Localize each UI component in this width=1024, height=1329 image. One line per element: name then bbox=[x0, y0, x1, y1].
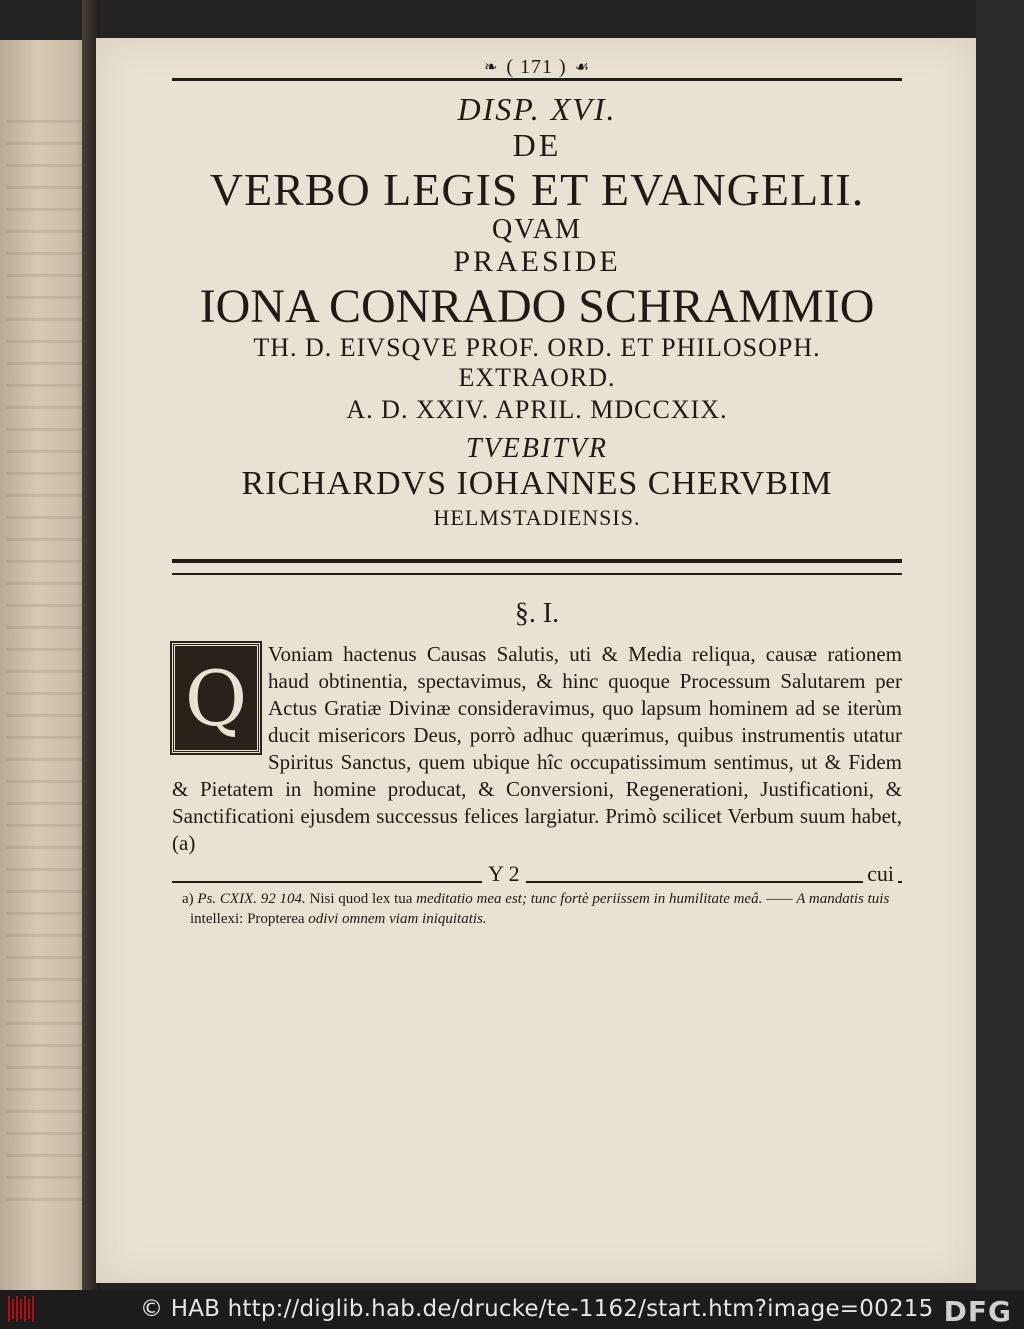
disputation-number: DISP. XVI. bbox=[457, 91, 617, 127]
book-page bbox=[96, 38, 976, 1283]
footnote bbox=[172, 889, 902, 929]
title-de: DE bbox=[512, 127, 562, 163]
page-number: ( 171 ) bbox=[506, 55, 567, 78]
disputation-date: A. D. XXIV. APRIL. MDCCXIX. bbox=[346, 395, 728, 424]
footnote-rule bbox=[172, 863, 902, 885]
signature-mark: Y 2 bbox=[482, 861, 526, 887]
body-paragraph bbox=[172, 641, 902, 857]
footnote-marker: a) bbox=[182, 891, 194, 907]
body-text: Voniam hactenus Causas Salutis, uti & Media reliqua, causæ rationem haud obtinentia, spectavimus, & hinc quoque Processum Salutarem per Actus Gratiæ Divinæ consideravimus, quo lapsum hominem ad se iterùm ducit misericors Deus, porrò adhuc quærimus, quibus instrumentis utatur Spiritus Sanctus, quem ubique hîc occupatissimum sentimus, ut & Fidem & Pietatem in homine producat, & Conversioni, Regenerationi, Justificationi, & Sanctificationi ejusdem successus felices largiatur. Primò scilicet Verbum suum habet, (a) bbox=[172, 642, 902, 855]
title-subject: VERBO LEGIS ET EVANGELII. bbox=[209, 164, 865, 215]
catchword: cui bbox=[863, 861, 898, 887]
footnote-text-4: intellexi: Propterea bbox=[190, 911, 305, 927]
page-content bbox=[172, 50, 902, 929]
footnote-text-1: Nisi quod lex tua bbox=[309, 891, 413, 907]
decorated-initial: Q bbox=[172, 643, 260, 753]
title-tuebitur: TVEBITVR bbox=[466, 433, 608, 464]
ornament-left-icon: ❧ bbox=[483, 59, 499, 76]
hab-logo-icon bbox=[8, 1296, 34, 1322]
title-praeside: PRAESIDE bbox=[453, 245, 621, 278]
praeses-titles: TH. D. EIVSQVE PROF. ORD. ET PHILOSOPH. bbox=[253, 333, 821, 362]
footnote-text-3: periissem in humilitate meâ. —— A mandatis tuis bbox=[592, 891, 890, 907]
footnote-text-5: odivi omnem viam iniquitatis. bbox=[308, 911, 487, 927]
previous-page-edge bbox=[0, 40, 95, 1290]
respondent-name: RICHARDVS IOHANNES CHERVBIM bbox=[241, 465, 833, 502]
dfg-logo-icon: DFG bbox=[943, 1295, 1012, 1328]
copyright-link[interactable]: © HAB http://diglib.hab.de/drucke/te-1162/start.htm?image=00215 bbox=[140, 1296, 934, 1322]
footer-bar bbox=[0, 1290, 1024, 1329]
section-mark: §. I. bbox=[514, 598, 560, 629]
praeses-name: IONA CONRADO SCHRAMMIO bbox=[199, 280, 875, 333]
scan-background bbox=[976, 0, 1024, 1290]
ornament-right-icon: ☙ bbox=[574, 59, 591, 76]
footnote-ref: Ps. CXIX. 92 104. bbox=[197, 891, 306, 907]
page-header bbox=[172, 50, 902, 84]
title-quam: QVAM bbox=[492, 214, 582, 245]
respondent-origin: HELMSTADIENSIS. bbox=[433, 505, 641, 530]
praeses-titles-2: EXTRAORD. bbox=[458, 363, 616, 392]
footnote-text-2: meditatio mea est; tunc fortè bbox=[416, 891, 589, 907]
double-rule bbox=[172, 559, 902, 575]
